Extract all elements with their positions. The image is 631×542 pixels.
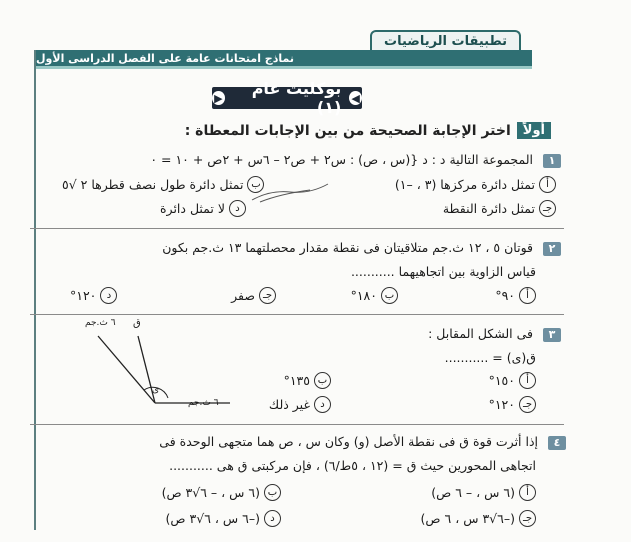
bullet-icon: ◀ xyxy=(349,91,362,105)
angle-label: ى xyxy=(152,385,160,395)
question-2-option-a[interactable]: أ ٩٠° xyxy=(495,287,536,304)
question-2-text-line2: قياس الزاوية بين اتجاهيهما ........... xyxy=(350,264,536,279)
question-3-text-line2: ق(ى) = ........... xyxy=(444,350,536,365)
section-tag: تطبيقات الرياضيات xyxy=(370,30,521,51)
question-4-text-line1: ٤ إذا أثرت قوة ق فى نقطة الأصل (و) وكان س ، ص هما متجهى الوحدة فى xyxy=(159,434,566,450)
divider xyxy=(30,228,564,229)
question-4-option-d[interactable]: د (–٦ س ، ٦√٣ ص) xyxy=(166,510,281,527)
question-1-text: ١ المجموعة التالية د : د {(س ، ص) : س٢ + ص٢ – ٦س + ٢ص + ١٠ = ٠ xyxy=(150,152,561,168)
question-4-option-c[interactable]: جـ (–٦√٣ س ، ٦ ص) xyxy=(421,510,536,527)
question-4-text-line2: اتجاهى المحورين حيث ق = (١٢ ، ٥ط/٦) ، فإن مركبتى ق هى ........... xyxy=(169,458,536,473)
divider xyxy=(30,424,564,425)
question-1-option-c[interactable]: جـ تمثل دائرة النقطة xyxy=(443,200,556,217)
question-1-option-b[interactable]: ب تمثل دائرة طول نصف قطرها ٢ √٥ xyxy=(62,176,264,193)
question-3-text-line1: ٣ فى الشكل المقابل : xyxy=(428,326,561,342)
question-4-option-b[interactable]: ب (٦ س ، – ٦√٣ ص) xyxy=(162,484,281,501)
page-frame-line xyxy=(34,50,36,530)
question-2-option-d[interactable]: د ١٢٠° xyxy=(70,287,117,304)
question-2-text-line1: ٢ قوتان ٥ ، ١٢ ث.جم متلاقيتان فى نقطة مقدار محصلتهما ١٣ ث.جم بكون xyxy=(162,240,561,256)
question-3-number: ٣ xyxy=(543,328,561,342)
question-1-number: ١ xyxy=(543,154,561,168)
part-label: أولاً xyxy=(517,122,551,139)
question-2-option-c[interactable]: جـ صفر xyxy=(231,287,276,304)
exam-banner: نماذج امتحانات عامة على الفصل الدراسى الأول xyxy=(36,50,532,66)
divider xyxy=(30,314,564,315)
question-2-number: ٢ xyxy=(543,242,561,256)
banner-strip xyxy=(36,66,532,69)
question-4-option-a[interactable]: أ (٦ س ، – ٦ ص) xyxy=(431,484,536,501)
question-3-option-d[interactable]: د غير ذلك xyxy=(269,396,331,413)
bullet-icon: ▶ xyxy=(212,91,225,105)
question-2-option-b[interactable]: ب ١٨٠° xyxy=(351,287,398,304)
force-a-label: ٦ ث.جم xyxy=(85,318,116,328)
question-3-option-b[interactable]: ب ١٣٥° xyxy=(284,372,331,389)
question-3-option-c[interactable]: جـ ١٢٠° xyxy=(489,396,536,413)
booklet-title xyxy=(212,79,362,117)
question-3-option-a[interactable]: أ ١٥٠° xyxy=(489,372,536,389)
force-b-label: ق xyxy=(133,318,141,329)
question-1-option-a[interactable]: أ تمثل دائرة مركزها (٣ ، –١) xyxy=(395,176,556,193)
booklet-title-text: بوكليت عام (١) xyxy=(251,79,342,117)
question-1-option-d[interactable]: د لا تمثل دائرة xyxy=(160,200,246,217)
force-c-label: ٦ ث.جم xyxy=(188,398,219,408)
part-instruction: اختر الإجابة الصحيحة من بين الإجابات المعطاة : xyxy=(184,122,511,139)
part-heading xyxy=(185,122,551,139)
pen-scribble xyxy=(250,180,330,205)
question-4-number: ٤ xyxy=(548,436,566,450)
